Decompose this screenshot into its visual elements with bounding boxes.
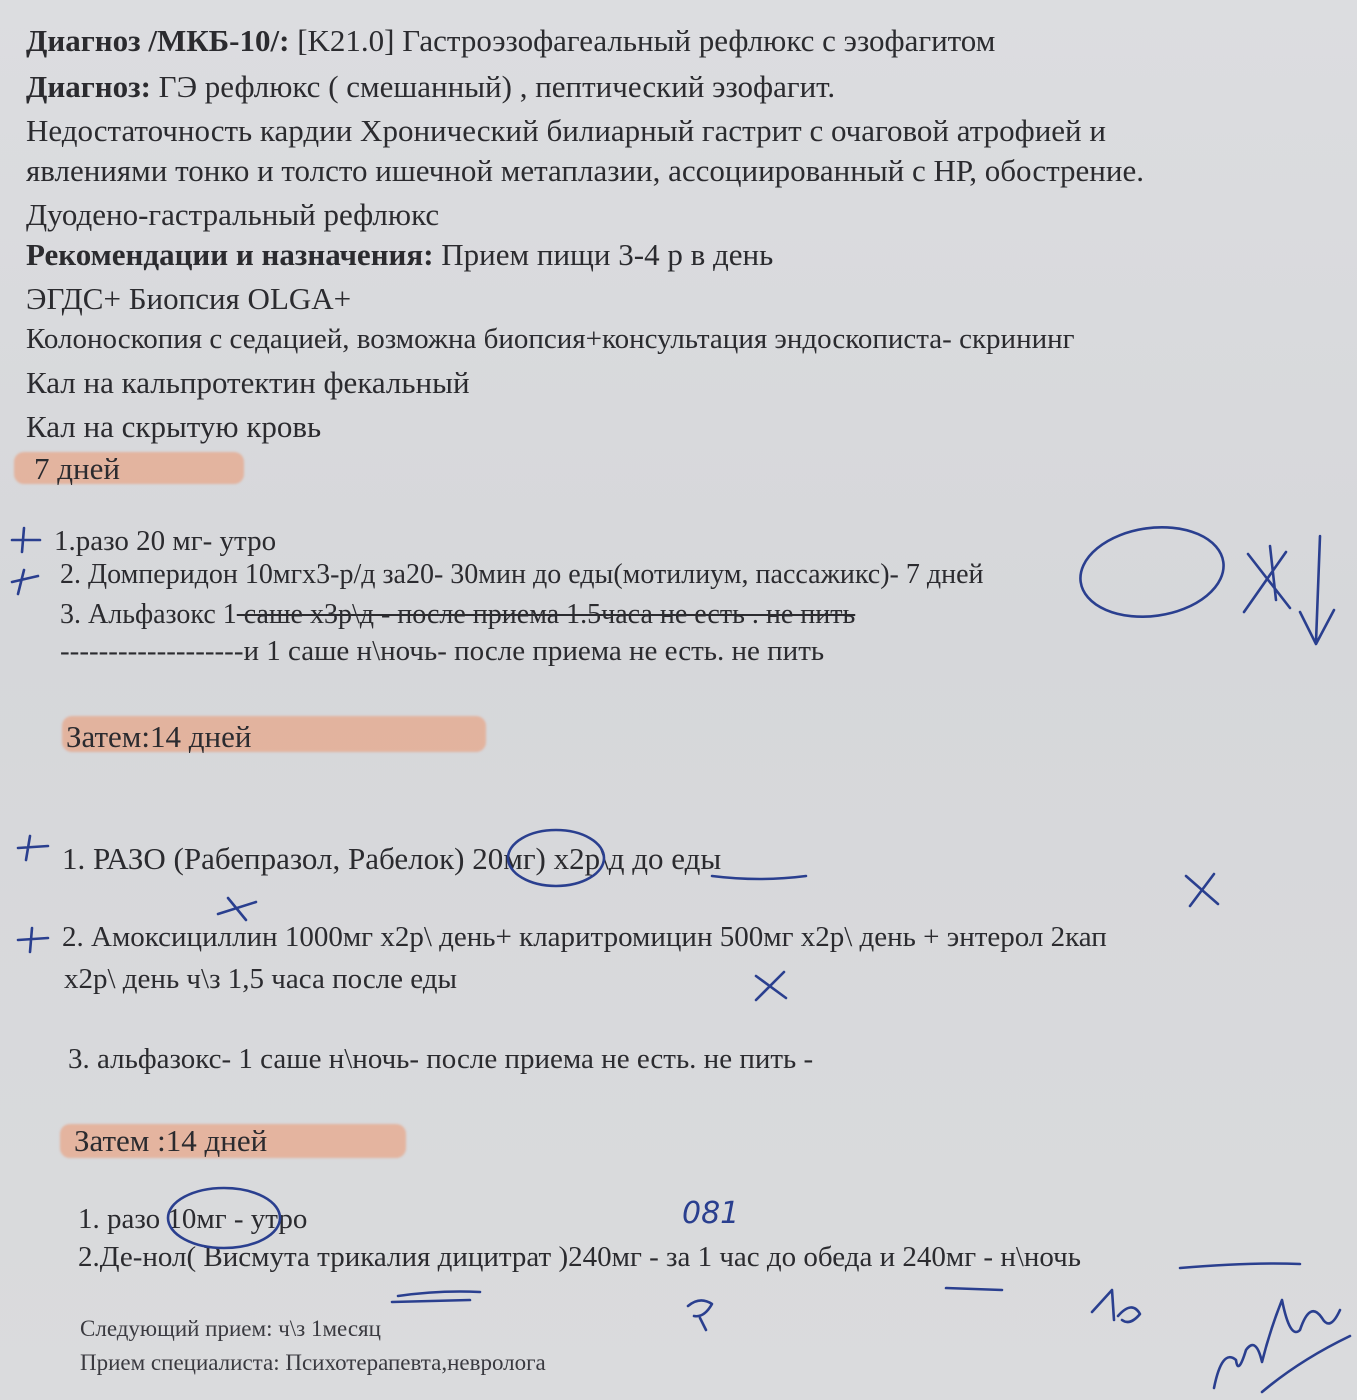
phase3-item-1: 1. разо 10мг - утро bbox=[78, 1203, 308, 1235]
recommendation-item: Кал на скрытую кровь bbox=[26, 409, 322, 444]
phase2-heading: Затем:14 дней bbox=[66, 719, 252, 754]
handwritten-note: 081 bbox=[682, 1196, 740, 1231]
phase1-item-3-cont: -------------------и 1 саше н\ночь- после приема не есть. не пить bbox=[60, 635, 825, 667]
diagnosis-label: Диагноз: bbox=[26, 69, 151, 104]
recommendations-line bbox=[26, 236, 773, 274]
recommendation-item: ЭГДС+ Биопсия OLGA+ bbox=[26, 281, 352, 316]
diagnosis-line-5: Дуодено-гастральный рефлюкс bbox=[26, 197, 440, 232]
cross-mark bbox=[1186, 874, 1218, 906]
specialists: Прием специалиста: Психотерапевта,невролога bbox=[80, 1350, 546, 1375]
cross-mark bbox=[1244, 546, 1290, 612]
cross-mark bbox=[756, 972, 786, 1000]
phase3-item-2: 2.Де-нол( Висмута трикалия дицитрат )240мг - за 1 час до обеда и 240мг - н\ночь bbox=[78, 1241, 1081, 1273]
down-arrow bbox=[1300, 536, 1334, 644]
check-mark bbox=[12, 528, 40, 552]
phase1-item-1: 1.разо 20 мг- утро bbox=[54, 525, 277, 557]
recommendation-item: Кал на кальпротектин фекальный bbox=[26, 365, 470, 400]
phase1-item-3-struck: саше х3р\д - после приема 1.5часа не есть . не пить bbox=[236, 599, 856, 630]
phase1-item-3 bbox=[60, 596, 855, 634]
recommendations-text: Прием пищи 3-4 р в день bbox=[433, 237, 774, 272]
phase2-item-1: 1. РАЗО (Рабепразол, Рабелок) 20мг) х2р\д до еды bbox=[62, 841, 722, 876]
phase2-item-3: 3. альфазокс- 1 саше н\ночь- после приема не есть. не пить - bbox=[68, 1043, 814, 1075]
next-visit: Следующий прием: ч\з 1месяц bbox=[80, 1316, 381, 1341]
recommendations-label: Рекомендации и назначения: bbox=[26, 237, 434, 272]
phase1-heading: 7 дней bbox=[34, 451, 120, 486]
cross-mark bbox=[218, 898, 256, 920]
scribble-note bbox=[688, 1300, 712, 1330]
diagnosis-icd-text: [K21.0] Гастроэзофагеальный рефлюкс с эзофагитом bbox=[289, 23, 996, 58]
recommendation-item: Колоноскопия с седацией, возможна биопсия+консультация эндоскописта- скрининг bbox=[26, 323, 1075, 355]
phase3-heading: Затем :14 дней bbox=[74, 1123, 268, 1158]
phase1-item-3-start: 3. Альфазокс 1 bbox=[60, 599, 237, 630]
underline bbox=[1180, 1264, 1300, 1269]
check-mark bbox=[18, 836, 48, 860]
check-mark bbox=[18, 928, 48, 952]
underline bbox=[392, 1292, 480, 1303]
diagnosis-line-4: явлениями тонко и толсто ишечной метаплазии, ассоциированный с НР, обострение. bbox=[26, 153, 1144, 188]
underline bbox=[946, 1288, 1002, 1290]
diagnosis-line-3: Недостаточность кардии Хронический билиарный гастрит с очаговой атрофией и bbox=[26, 113, 1106, 148]
underline bbox=[712, 876, 806, 879]
scribble-note bbox=[1092, 1290, 1140, 1322]
diagnosis-icd-line bbox=[26, 22, 995, 60]
check-mark bbox=[12, 570, 38, 594]
circle-7-days bbox=[1075, 518, 1230, 625]
diagnosis-text: ГЭ рефлюкс ( смешанный) , пептический эзофагит. bbox=[150, 69, 836, 104]
phase1-item-2: 2. Домперидон 10мгх3-р/д за20- 30мин до еды(мотилиум, пассажикс)- 7 дней bbox=[60, 559, 984, 590]
phase2-item-2-line1: 2. Амоксициллин 1000мг х2р\ день+ кларитромицин 500мг х2р\ день + энтерол 2кап bbox=[62, 921, 1107, 953]
diagnosis-line bbox=[26, 68, 835, 106]
phase2-item-2-line2: х2р\ день ч\з 1,5 часа после еды bbox=[64, 963, 458, 995]
diagnosis-icd-label: Диагноз /МКБ-10/: bbox=[26, 23, 290, 58]
